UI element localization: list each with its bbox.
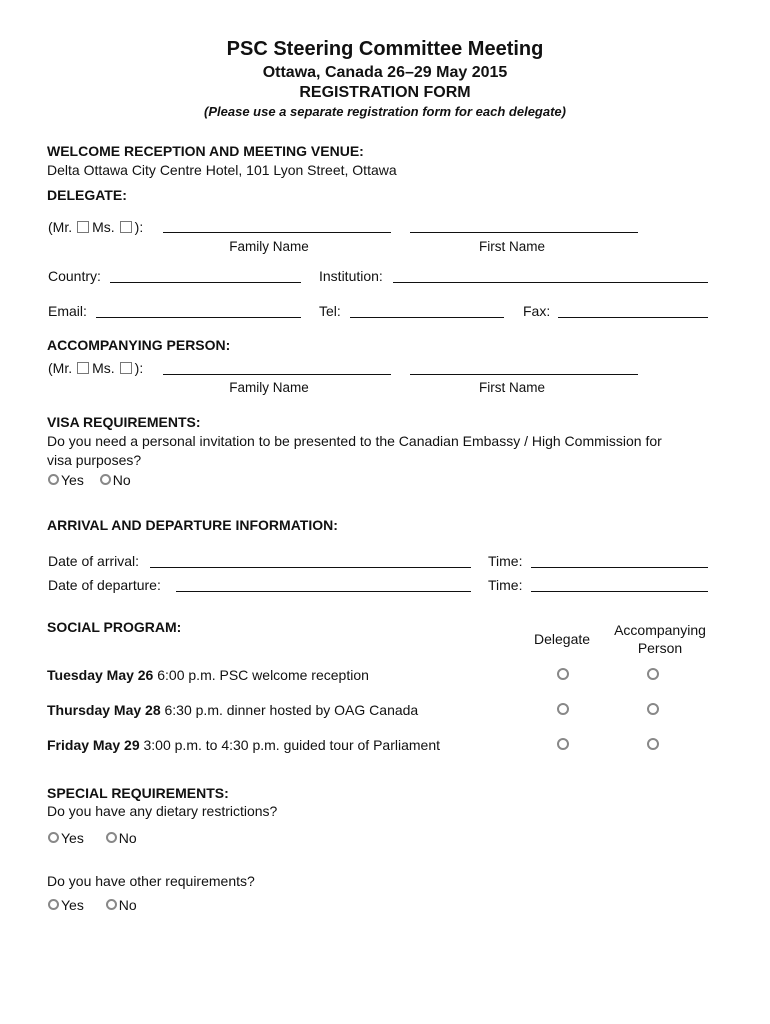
- mr-checkbox[interactable]: [77, 221, 89, 233]
- institution-field[interactable]: [393, 282, 708, 283]
- event-day: Tuesday May 26: [47, 667, 154, 683]
- special-heading: SPECIAL REQUIREMENTS:: [47, 785, 229, 801]
- other-yes-radio[interactable]: [48, 899, 59, 910]
- event-desc: 3:00 p.m. to 4:30 p.m. guided tour of Parliament: [139, 737, 441, 753]
- dietary-yes-radio[interactable]: [48, 832, 59, 843]
- event-desc: 6:30 p.m. dinner hosted by OAG Canada: [160, 702, 419, 718]
- first-name-caption: First Name: [478, 239, 545, 254]
- yes-label: Yes: [61, 472, 84, 488]
- no-label: No: [118, 830, 137, 846]
- form-note: (Please use a separate registration form for each delegate): [204, 104, 566, 119]
- ms-label: Ms.: [92, 219, 115, 235]
- event-desc: 6:00 p.m. PSC welcome reception: [153, 667, 369, 683]
- event-day: Friday May 29: [47, 737, 140, 753]
- social-heading: SOCIAL PROGRAM:: [47, 619, 182, 635]
- arrival-label: Date of arrival:: [48, 553, 140, 569]
- location-date: Ottawa, Canada 26–29 May 2015: [262, 64, 508, 81]
- ms-checkbox[interactable]: [120, 221, 132, 233]
- no-label: No: [112, 472, 131, 488]
- country-field[interactable]: [110, 282, 301, 283]
- mr-label: (Mr.: [48, 219, 73, 235]
- visa-options: [48, 472, 131, 488]
- mr-checkbox[interactable]: [77, 362, 89, 374]
- event-day: Thursday May 28: [47, 702, 161, 718]
- family-name-caption: Family Name: [229, 239, 309, 254]
- departure-time-field[interactable]: [531, 591, 708, 592]
- arrival-time-label: Time:: [488, 553, 523, 569]
- event-2-accompanying-radio[interactable]: [647, 703, 659, 715]
- venue-heading: WELCOME RECEPTION AND MEETING VENUE:: [47, 143, 364, 159]
- departure-label: Date of departure:: [48, 577, 161, 593]
- delegate-heading: DELEGATE:: [47, 187, 127, 203]
- mr-label: (Mr.: [48, 360, 73, 376]
- arrival-heading: ARRIVAL AND DEPARTURE INFORMATION:: [47, 517, 338, 533]
- tel-label: Tel:: [319, 303, 341, 319]
- country-label: Country:: [48, 268, 101, 284]
- no-label: No: [118, 897, 137, 913]
- email-field[interactable]: [96, 317, 301, 318]
- family-name-caption: Family Name: [229, 380, 309, 395]
- delegate-title-selector: [48, 219, 143, 235]
- departure-date-field[interactable]: [176, 591, 471, 592]
- accompanying-heading: ACCOMPANYING PERSON:: [47, 337, 231, 353]
- dietary-question: Do you have any dietary restrictions?: [47, 803, 278, 819]
- col-delegate: Delegate: [534, 631, 591, 647]
- departure-time-label: Time:: [488, 577, 523, 593]
- fax-label: Fax:: [523, 303, 551, 319]
- dietary-options: [48, 830, 137, 846]
- first-name-caption: First Name: [478, 380, 545, 395]
- event-3-accompanying-radio[interactable]: [647, 738, 659, 750]
- visa-yes-radio[interactable]: [48, 474, 59, 485]
- institution-label: Institution:: [319, 268, 383, 284]
- event-row: [47, 702, 418, 718]
- dietary-no-radio[interactable]: [106, 832, 117, 843]
- visa-heading: VISA REQUIREMENTS:: [47, 414, 201, 430]
- tel-field[interactable]: [350, 317, 504, 318]
- event-2-delegate-radio[interactable]: [557, 703, 569, 715]
- fax-field[interactable]: [558, 317, 708, 318]
- registration-form-title: REGISTRATION FORM: [299, 84, 471, 101]
- accompanying-first-name-field[interactable]: [410, 374, 638, 375]
- prefix-close: ):: [134, 360, 144, 376]
- col-accompanying-1: Accompanying: [614, 622, 706, 638]
- visa-question-line2: visa purposes?: [47, 452, 142, 468]
- venue-address: Delta Ottawa City Centre Hotel, 101 Lyon Street, Ottawa: [47, 162, 397, 178]
- visa-question-line1: Do you need a personal invitation to be presented to the Canadian Embassy / High Commission for: [47, 433, 662, 449]
- ms-checkbox[interactable]: [120, 362, 132, 374]
- other-requirements-options: [48, 897, 137, 913]
- col-accompanying-2: Person: [637, 640, 683, 656]
- yes-label: Yes: [61, 830, 84, 846]
- accompanying-title-selector: [48, 360, 143, 376]
- other-requirements-question: Do you have other requirements?: [47, 873, 255, 889]
- ms-label: Ms.: [92, 360, 115, 376]
- accompanying-family-name-field[interactable]: [163, 374, 391, 375]
- event-1-delegate-radio[interactable]: [557, 668, 569, 680]
- event-row: [47, 667, 369, 683]
- visa-no-radio[interactable]: [100, 474, 111, 485]
- arrival-time-field[interactable]: [531, 567, 708, 568]
- prefix-close: ):: [134, 219, 144, 235]
- event-row: [47, 737, 440, 753]
- event-1-accompanying-radio[interactable]: [647, 668, 659, 680]
- email-label: Email:: [48, 303, 87, 319]
- event-3-delegate-radio[interactable]: [557, 738, 569, 750]
- other-no-radio[interactable]: [106, 899, 117, 910]
- yes-label: Yes: [61, 897, 84, 913]
- form-title: PSC Steering Committee Meeting: [226, 38, 544, 60]
- delegate-family-name-field[interactable]: [163, 232, 391, 233]
- arrival-date-field[interactable]: [150, 567, 471, 568]
- delegate-first-name-field[interactable]: [410, 232, 638, 233]
